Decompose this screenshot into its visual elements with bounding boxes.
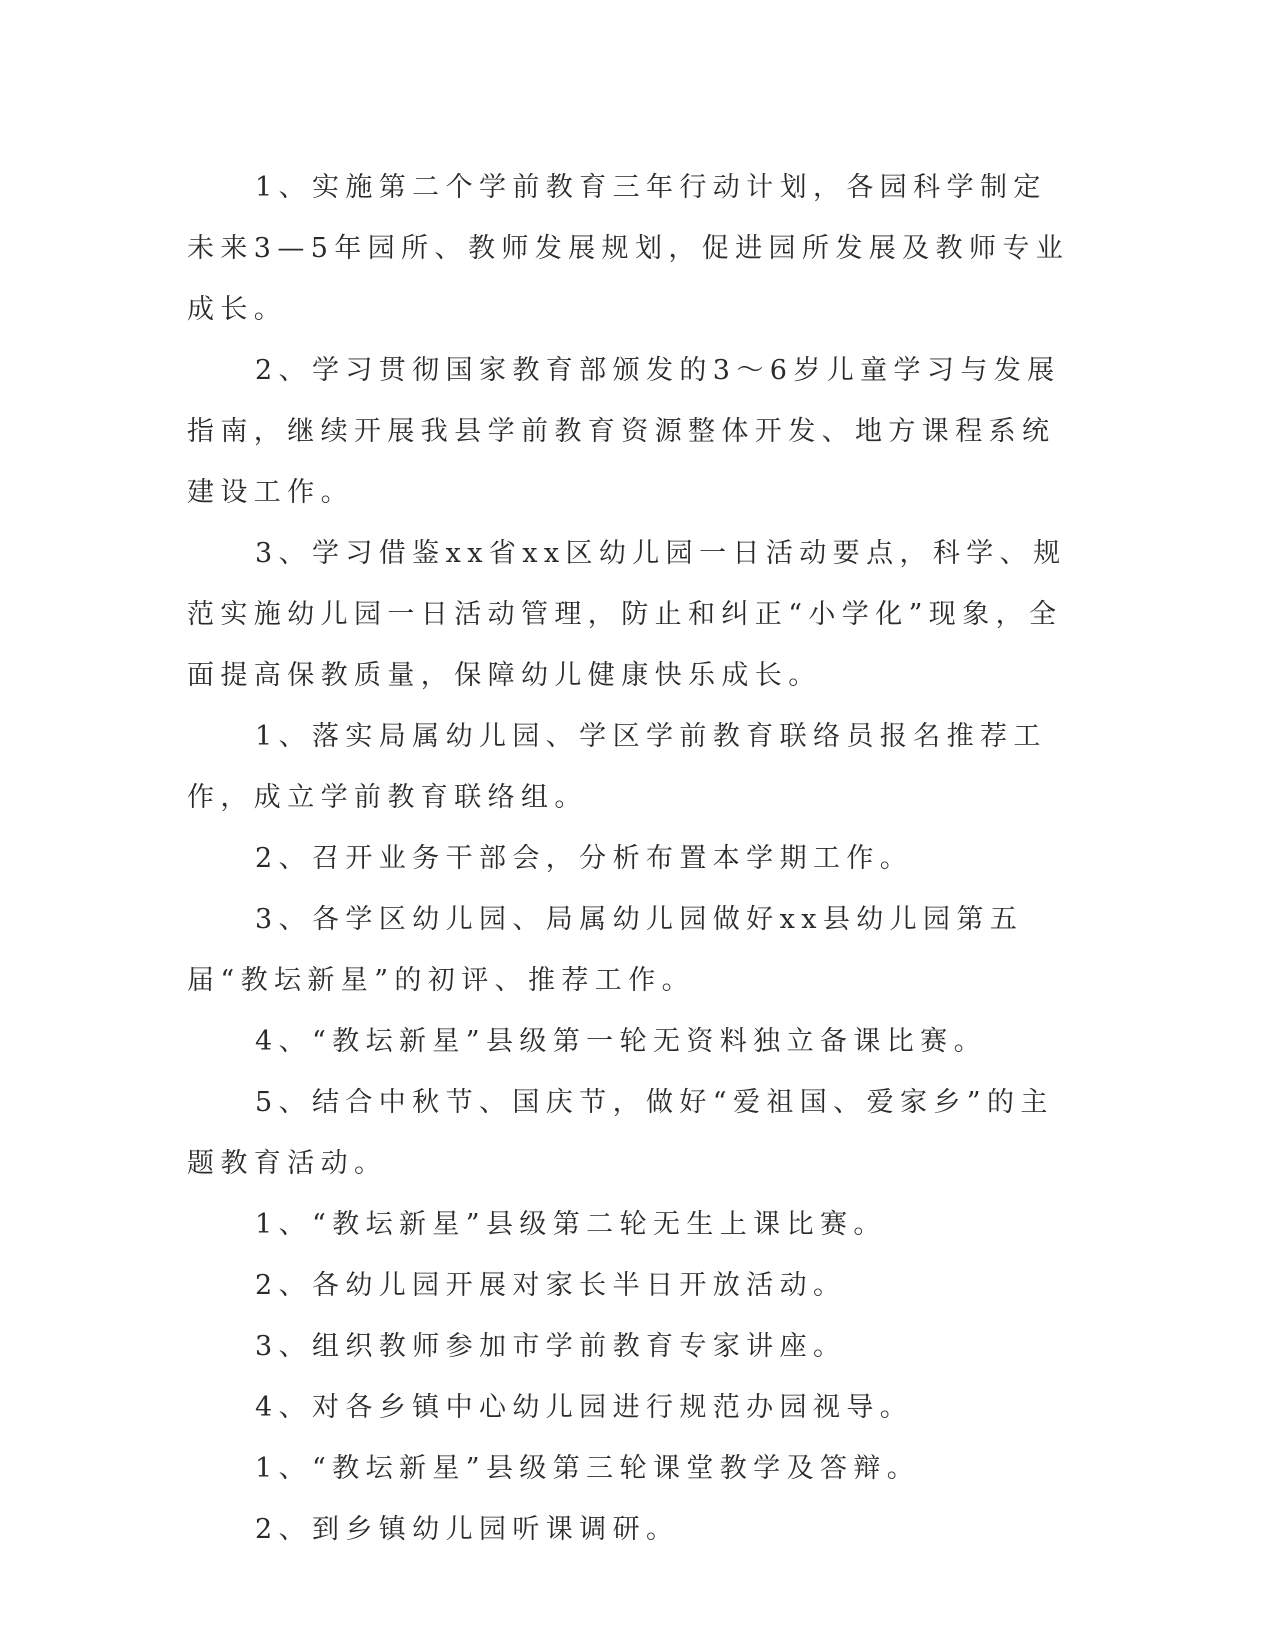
document-body — [187, 157, 1077, 1560]
paragraph: 1、“教坛新星”县级第二轮无生上课比赛。 — [255, 1209, 887, 1240]
paragraph: 3、组织教师参加市学前教育专家讲座。 — [255, 1331, 847, 1362]
paragraph: 2、到乡镇幼儿园听课调研。 — [255, 1514, 680, 1545]
paragraph: 2、各幼儿园开展对家长半日开放活动。 — [255, 1270, 847, 1301]
paragraph: 5、结合中秋节、国庆节，做好“爱祖国、爱家乡”的主题教育活动。 — [187, 1087, 1054, 1179]
paragraph: 2、召开业务干部会，分析布置本学期工作。 — [255, 843, 914, 874]
paragraph: 1、实施第二个学前教育三年行动计划，各园科学制定未来3—5年园所、教师发展规划，促进园所发展及教师专业成长。 — [187, 172, 1070, 325]
paragraph: 3、各学区幼儿园、局属幼儿园做好xx县幼儿园第五届“教坛新星”的初评、推荐工作。 — [187, 904, 1024, 996]
paragraph: 3、学习借鉴xx省xx区幼儿园一日活动要点，科学、规范实施幼儿园一日活动管理，防止和纠正“小学化”现象，全面提高保教质量，保障幼儿健康快乐成长。 — [187, 538, 1067, 691]
paragraph: 1、落实局属幼儿园、学区学前教育联络员报名推荐工作，成立学前教育联络组。 — [187, 721, 1047, 813]
paragraph: 4、对各乡镇中心幼儿园进行规范办园视导。 — [255, 1392, 914, 1423]
paragraph: 2、学习贯彻国家教育部颁发的3～6岁儿童学习与发展指南，继续开展我县学前教育资源整体开发、地方课程系统建设工作。 — [187, 355, 1061, 508]
paragraph: 1、“教坛新星”县级第三轮课堂教学及答辩。 — [255, 1453, 921, 1484]
paragraph: 4、“教坛新星”县级第一轮无资料独立备课比赛。 — [255, 1026, 987, 1057]
